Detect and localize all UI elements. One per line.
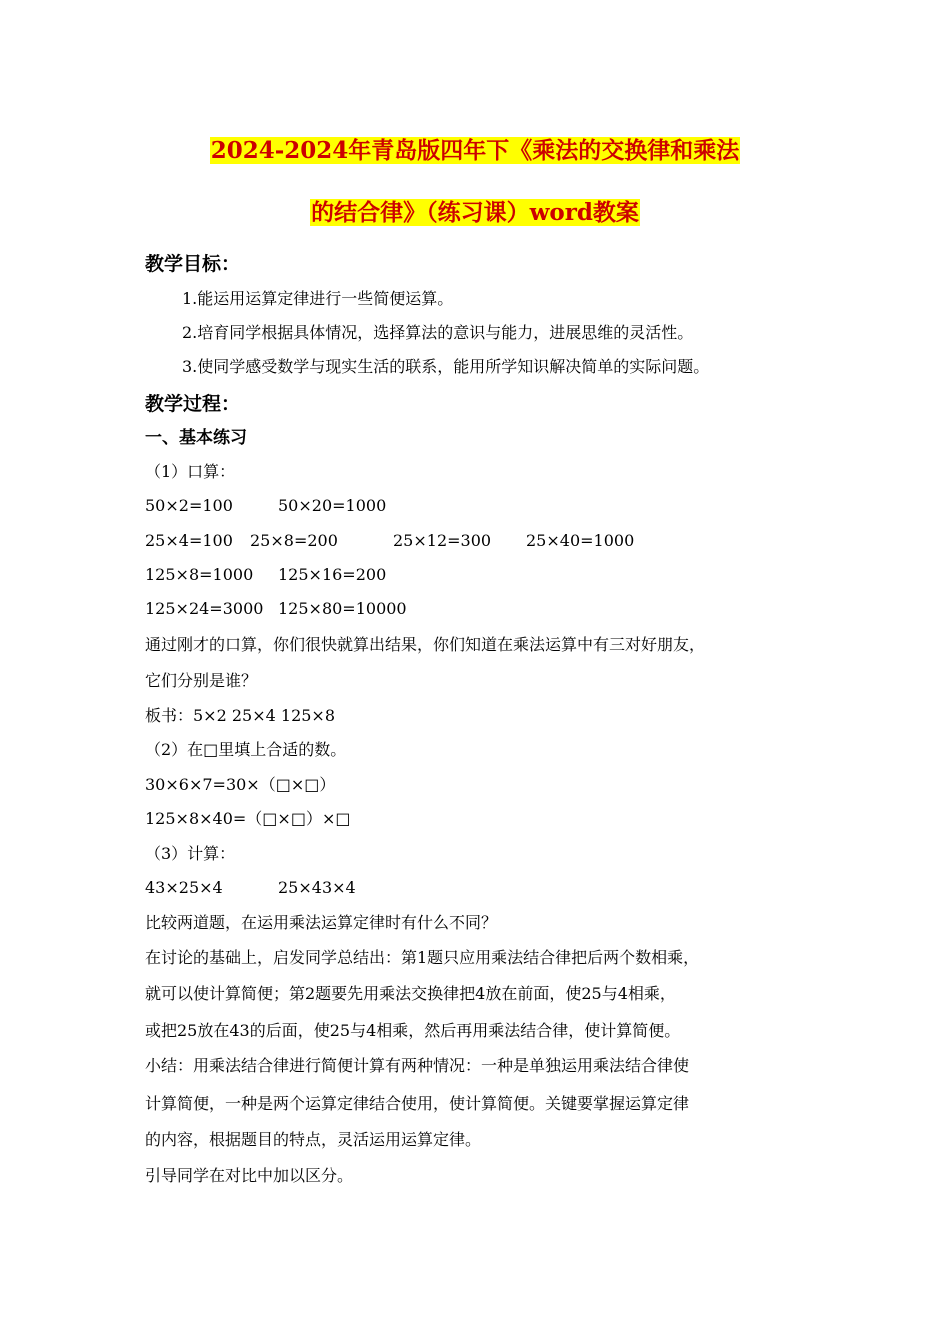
- question-line: 通过刚才的口算，你们很快就算出结果，你们知道在乘法运算中有三对好朋友，: [145, 635, 706, 654]
- oral-calc-label: （1）口算：: [145, 462, 236, 481]
- oral-calc-item: 50×20=1000: [278, 496, 387, 515]
- calc-label: （3）计算：: [145, 844, 236, 863]
- fill-blank-item: 30×6×7=30×（□×□）: [145, 775, 336, 794]
- objective-item: 2.培育同学根据具体情况，选择算法的意识与能力，进展思维的灵活性。: [182, 323, 694, 342]
- section-heading: 一、基本练习: [145, 428, 247, 448]
- document-title-line-2: 的结合律》（练习课）word教案: [311, 199, 639, 226]
- oral-calc-item: 50×2=100: [145, 496, 233, 515]
- objectives-heading: 教学目标：: [145, 253, 241, 275]
- oral-calc-item: 125×8=1000: [145, 565, 254, 584]
- fill-blank-item: 125×8×40=（□×□）×□: [145, 809, 351, 828]
- oral-calc-item: 25×40=1000: [526, 531, 635, 550]
- guide-line: 引导同学在对比中加以区分。: [145, 1166, 354, 1185]
- objective-item: 1.能运用运算定律进行一些简便运算。: [182, 289, 454, 308]
- summary-line: 小结：用乘法结合律进行简便计算有两种情况：一种是单独运用乘法结合律使: [145, 1056, 690, 1075]
- objective-item: 3.使同学感受数学与现实生活的联系，能用所学知识解决简单的实际问题。: [182, 357, 710, 376]
- calc-item: 43×25×4: [145, 878, 223, 897]
- discussion-line: 在讨论的基础上，启发同学总结出：第1题只应用乘法结合律把后两个数相乘，: [145, 948, 700, 967]
- discussion-line: 就可以使计算简便；第2题要先用乘法交换律把4放在前面，使25与4相乘，: [145, 984, 676, 1003]
- oral-calc-item: 25×8=200: [250, 531, 338, 550]
- oral-calc-item: 125×24=3000: [145, 599, 264, 618]
- summary-line: 的内容，根据题目的特点，灵活运用运算定律。: [145, 1130, 482, 1149]
- discussion-line: 或把25放在43的后面，使25与4相乘，然后再用乘法结合律，使计算简便。: [145, 1021, 681, 1040]
- calc-item: 25×43×4: [278, 878, 356, 897]
- oral-calc-item: 125×80=10000: [278, 599, 407, 618]
- oral-calc-item: 25×4=100: [145, 531, 233, 550]
- compare-question: 比较两道题，在运用乘法运算定律时有什么不同？: [145, 913, 498, 932]
- oral-calc-item: 25×12=300: [393, 531, 492, 550]
- oral-calc-item: 125×16=200: [278, 565, 387, 584]
- process-heading: 教学过程：: [145, 393, 241, 415]
- board-writing: 板书：5×2 25×4 125×8: [145, 706, 336, 725]
- summary-line: 计算简便，一种是两个运算定律结合使用，使计算简便。关键要掌握运算定律: [145, 1094, 690, 1113]
- document-title-line-1: 2024-2024年青岛版四年下《乘法的交换律和乘法: [210, 137, 740, 164]
- question-line: 它们分别是谁？: [145, 671, 258, 690]
- fill-blank-label: （2）在□里填上合适的数。: [145, 740, 347, 759]
